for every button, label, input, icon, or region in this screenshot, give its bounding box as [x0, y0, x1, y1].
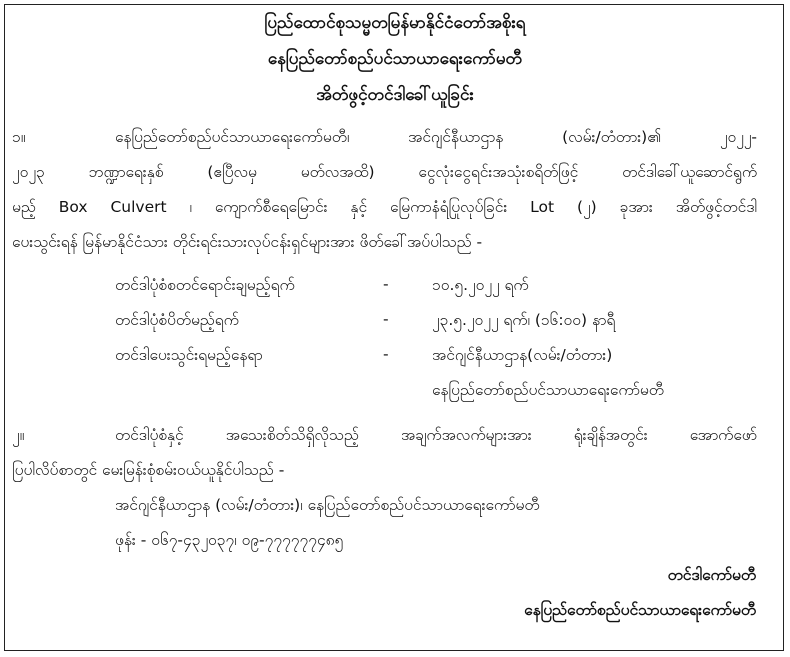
contact-phone: ဖုန်း - ၀၆၇-၄၃၂၀၃၇၊ ၀၉-၇၇၇၇၇၇၄၈၅	[115, 531, 344, 549]
header-government: ပြည်ထောင်စုသမ္မတမြန်မာနိုင်ငံတော်အစိုးရ	[264, 13, 526, 33]
para1-line1: နေပြည်တော်စည်ပင်သာယာရေးကော်မတီ၊ အင်ဂျင်နီယာဌာန (လမ်း/တံတား)၏ ၂၀၂၂-	[115, 128, 757, 146]
header-title: အိတ်ဖွင့်တင်ဒါခေါ်ယူခြင်း	[316, 85, 474, 105]
header-committee: နေပြည်တော်စည်ပင်သာယာရေးကော်မတီ	[267, 49, 523, 69]
schedule-value-submission-place: အင်ဂျင်နီယာဌာန(လမ်း/တံတား)	[432, 346, 613, 364]
contact-address: အင်ဂျင်နီယာဌာန (လမ်း/တံတား)၊ နေပြည်တော်စည်ပင်သာယာရေးကော်မတီ	[115, 496, 540, 514]
schedule-value-closing: ၂၃.၅.၂၀၂၂ ရက်၊ (၁၆:၀၀) နာရီ	[432, 311, 616, 329]
para2-number: ၂။	[12, 426, 25, 444]
schedule-value-submission-place-line2: နေပြည်တော်စည်ပင်သာယာရေးကော်မတီ	[432, 381, 664, 399]
signature-organization: နေပြည်တော်စည်ပင်သာယာရေးကော်မတီ	[524, 601, 756, 619]
schedule-dash: -	[383, 275, 389, 293]
schedule-label-sale-start: တင်ဒါပုံစံစတင်ရောင်းချမည့်ရက်	[115, 276, 295, 294]
para1-number: ၁။	[12, 128, 26, 146]
schedule-label-closing: တင်ဒါပုံစံပိတ်မည့်ရက်	[115, 311, 239, 329]
schedule-dash: -	[383, 345, 389, 363]
schedule-label-submission-place: တင်ဒါပေးသွင်းရမည့်နေရာ	[115, 346, 263, 364]
signature-tender-committee: တင်ဒါကော်မတီ	[667, 566, 756, 584]
schedule-dash: -	[383, 310, 389, 328]
schedule-value-sale-start: ၁၀.၅.၂၀၂၂ ရက်	[432, 276, 529, 294]
para1-line2: ၂၀၂၃ ဘဏ္ဍာရေးနှစ် (ဧပြီလမှ မတ်လအထိ) ငွေလုံးငွေရင်းအသုံးစရိတ်ဖြင့် တင်ဒါခေါ်ယူဆောင်ရွက်	[12, 163, 757, 181]
para1-line4: ပေးသွင်းရန် မြန်မာနိုင်ငံသား တိုင်းရင်းသားလုပ်ငန်းရှင်များအား ဖိတ်ခေါ်အပ်ပါသည် -	[12, 233, 483, 251]
para1-line3: မည့် Box Culvert ၊ ကျောက်စီရေမြောင်း နှင့် မြေကာနံရံပြုလုပ်ခြင်း Lot (၂) ခုအား အိတ်ဖွင့်တင်ဒါ	[12, 198, 757, 216]
para2-line1: တင်ဒါပုံစံနှင့် အသေးစိတ်သိရှိလိုသည့် အချက်အလက်များအား ရုံးချိန်အတွင်း အောက်ဖော်	[115, 426, 757, 444]
para2-line2: ပြပါလိပ်စာတွင် မေးမြန်းစုံစမ်းဝယ်ယူနိုင်ပါသည် -	[12, 461, 285, 479]
